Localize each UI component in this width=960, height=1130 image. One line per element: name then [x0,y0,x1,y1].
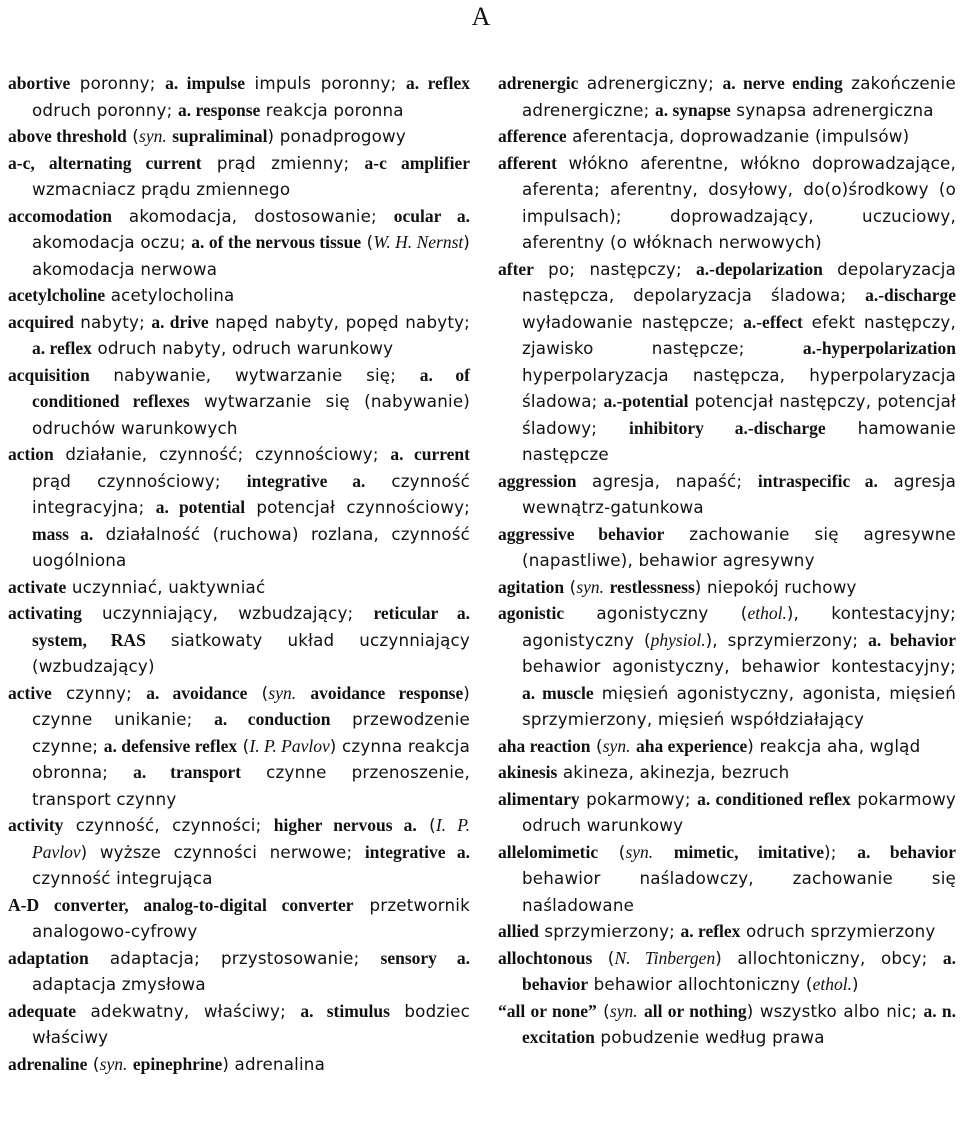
entry-term: a. stimulus [300,1000,390,1021]
entry-term: allelomimetic [498,841,599,862]
entry-text: hyperpolaryzacja następcza, hyperpolaryzacja śladowa; [522,364,956,411]
entry-text: wyładowanie następcze; [522,311,744,332]
entry-term: a-c amplifier [364,152,470,173]
entry-term: a. reflex [680,921,741,941]
entry-term: a.-effect [743,311,803,332]
entry-text: nabywanie, wytwarzanie się; [89,364,420,385]
entry-term: “all or none” [498,1000,597,1021]
entry-term: alimentary [498,788,580,809]
entry-note: syn. [625,841,654,862]
entry-text: odruch nabyty, odruch warunkowy [91,338,394,358]
entry-term: epinephrine [132,1053,223,1074]
entry-text: ( [596,1000,610,1021]
entry-text: ) wyższe czynności nerwowe; [80,841,365,862]
entry-term: aha reaction [498,735,591,756]
right-column [498,70,956,1051]
entry-text: ) czynne unikanie; [32,682,470,729]
entry-note: syn. [602,735,631,756]
entry-term: a.-potential [603,391,689,411]
dictionary-entry [498,521,956,574]
dictionary-entry [8,574,470,601]
entry-term: adrenergic [498,73,579,93]
entry-term: a. response [177,99,261,120]
dictionary-entry [8,70,470,123]
entry-term: a. behavior [522,947,956,994]
entry-term: A-D converter, analog-to-digital converter [8,894,354,915]
entry-term: afferent [498,152,557,173]
entry-text: ) adrenalina [222,1053,325,1074]
dictionary-entry [8,282,470,309]
entry-text: ( [598,841,626,862]
entry-text: synapsa adrenergiczna [730,99,934,120]
entry-term: higher nervous a. [273,815,417,835]
entry-term: acetylcholine [8,285,106,305]
entry-text: potencjał następczy, potencjał śladowy; [522,391,956,438]
entry-term: a. n. excitation [522,1000,956,1047]
entry-text: aferentacja, doprowadzanie (impulsów) [566,126,910,146]
entry-text: behawior agonistyczny, behawior kontestacyjny; [522,656,956,676]
entry-text: hamowanie następcze [522,417,956,464]
entry-text: ) [851,974,859,994]
entry-text: uczynniający, wzbudzający; [81,603,374,623]
entry-text: czynność integrująca [32,868,213,888]
entry-term: a. transport [133,762,242,782]
entry-term: a. behavior [868,629,956,650]
entry-term: a. drive [151,311,209,332]
entry-text: agresja wewnątrz-gatunkowa [522,470,957,517]
dictionary-entry [8,203,470,283]
entry-term: a. current [390,444,470,464]
entry-text: zachowanie się agresywne (napastliwe), behawior agresywny [522,523,956,570]
entry-text: ( [564,576,577,597]
entry-text: odruch sprzymierzony [740,921,936,941]
entry-text: czynność integracyjna; [32,470,470,517]
entry-term: allochtonous [498,947,593,968]
left-column [8,70,470,1077]
dictionary-entry [8,680,470,813]
dictionary-entry [8,123,470,150]
entry-text: uczynniać, uaktywniać [66,576,266,597]
entry-term: a. conditioned reflex [697,788,851,809]
entry-text: ) akomodacja nerwowa [32,232,470,279]
entry-term: a.-discharge [865,285,956,305]
entry-text: ( [247,682,269,703]
entry-term: a. potential [155,497,246,517]
entry-text: agonistyczny ( [564,603,748,623]
entry-term: activate [8,576,67,597]
entry-text: ( [87,1053,100,1074]
entry-term: a.-hyperpolarization [802,338,956,358]
entry-text [296,683,310,703]
dictionary-entry [498,998,956,1051]
entry-text: akineza, akinezja, bezruch [557,762,790,782]
section-letter: A [471,2,491,31]
entry-text: ) allochtoniczny, obcy; [715,947,943,968]
entry-term: aha experience [635,735,748,756]
entry-text: wytwarzanie się (nabywanie) odruchów warunkowych [32,391,470,438]
entry-term: adequate [8,1000,77,1021]
entry-term: activity [8,815,64,835]
dictionary-entry [498,574,956,601]
entry-term: adrenaline [8,1053,88,1074]
entry-text: ) reakcja aha, wgląd [747,735,921,756]
entry-term: a. of conditioned reflexes [32,364,470,411]
entry-text: adaptacja; przystosowanie; [88,947,381,968]
entry-term: abortive [8,73,71,93]
dictionary-entry [8,892,470,945]
entry-term: ocular a. [393,205,470,226]
entry-term: a. impulse [165,73,245,93]
entry-text: behawior naśladowczy, zachowanie się naśladowane [522,868,956,915]
entry-term: agitation [498,576,565,597]
dictionary-entry [8,812,470,892]
entry-text: napęd nabyty, popęd nabyty; [208,311,470,332]
dictionary-entry [8,309,470,362]
entry-text: przewodzenie czynne; [32,709,471,756]
entry-note: syn. [139,126,167,146]
entry-term: inhibitory a.-discharge [629,417,826,438]
dictionary-entry [8,441,470,574]
entry-term: a. reflex [406,73,470,93]
dictionary-entry [498,256,956,468]
entry-term: adaptation [8,947,89,968]
entry-term: mass a. [32,523,94,544]
entry-text: pokarmowy odruch warunkowy [522,788,956,835]
dictionary-entry [498,600,956,733]
entry-text: sprzymierzony; [538,921,681,941]
entry-term: allied [498,921,539,941]
entry-text: siatkowaty układ uczynniający (wzbudzający) [32,629,470,676]
dictionary-entry [498,733,956,760]
dictionary-entry [498,918,956,945]
entry-text: działanie, czynność; czynnościowy; [53,444,391,464]
entry-term: intraspecific a. [757,470,878,491]
entry-text: behawior allochtoniczny ( [588,974,813,994]
dictionary-entry [498,945,956,998]
dictionary-entry [498,759,956,786]
entry-term: reticular a. system, RAS [32,603,470,650]
entry-note: syn. [268,682,297,703]
entry-text: akomodacja oczu; [32,232,192,252]
entry-term: a. muscle [522,682,594,703]
entry-text: ( [237,735,250,756]
entry-text: bodziec właściwy [32,1000,471,1047]
entry-text: efekt następczy, zjawisko następcze; [522,311,956,358]
dictionary-entry [8,945,470,998]
entry-term: aggression [498,470,577,491]
entry-note: N. Tinbergen [614,947,716,968]
entry-text: czynność, czynności; [63,815,274,835]
entry-text: adekwatny, właściwy; [76,1000,301,1021]
entry-note: syn. [576,576,605,597]
entry-text: adrenergiczny; [578,73,723,93]
entry-text [653,842,674,862]
entry-note: W. H. Nernst [373,232,464,252]
entry-text: ) ponadprogowy [267,126,406,146]
entry-term: accomodation [8,205,113,226]
entry-text: mięsień agonistyczny, agonista, mięsień sprzymierzony, mięsień współdziałający [522,682,956,729]
dictionary-entry [498,123,956,150]
entry-note: ethol. [747,603,787,623]
dictionary-entry [8,362,470,442]
dictionary-entry [498,468,956,521]
dictionary-entry [8,150,470,203]
entry-term: integrative a. [246,470,366,491]
entry-text: reakcja poronna [260,99,404,120]
entry-text: pobudzenie według prawa [594,1027,825,1047]
entry-text: zakończenie adrenergiczne; [522,73,956,120]
entry-term: akinesis [498,762,558,782]
entry-term: avoidance response [310,682,464,703]
entry-term: a. of the nervous tissue [191,232,362,252]
entry-text: ), kontestacyjny; agonistyczny ( [522,603,956,650]
dictionary-entry [8,600,470,680]
entry-term: after [498,258,534,279]
entry-text: wzmacniacz prądu zmiennego [32,179,291,199]
entry-term: supraliminal [172,126,268,146]
entry-term: a. conduction [214,709,331,729]
entry-note: I. P. Pavlov [249,735,330,756]
entry-term: acquired [8,311,74,332]
dictionary-entry [498,839,956,919]
dictionary-entry [498,70,956,123]
entry-term: mimetic, imitative [673,841,825,862]
entry-term: agonistic [498,603,565,623]
entry-text: ( [590,735,603,756]
entry-term: a. behavior [857,841,956,862]
dictionary-entry [8,1051,470,1078]
entry-text: przetwornik analogowo-cyfrowy [32,894,471,941]
entry-term: restlessness [609,576,695,597]
entry-note: physiol. [650,629,706,650]
entry-text: poronny; [70,73,166,93]
entry-term: acquisition [8,364,90,385]
entry-text: pokarmowy; [579,788,698,809]
entry-text: ) wszystko albo nic; [746,1000,924,1021]
entry-text: ) czynna reakcja obronna; [32,735,470,782]
entry-note: ethol. [812,974,852,994]
dictionary-entry [498,150,956,256]
entry-text: ); [824,841,858,862]
entry-text: ), sprzymierzony; [705,629,869,650]
entry-text: nabyty; [73,311,152,332]
entry-text: impuls poronny; [245,73,407,93]
entry-text: ( [126,126,140,146]
entry-text: potencjał czynnościowy; [245,497,470,517]
entry-text: czynny; [51,682,147,703]
entry-note: syn. [99,1053,128,1074]
entry-text: działalność (ruchowa) rozlana, czynność uogólniona [32,523,470,570]
entry-term: a-c, alternating current [8,152,202,173]
entry-term: sensory a. [380,947,471,968]
entry-term: active [8,682,52,703]
entry-text: czynne przenoszenie, transport czynny [32,762,470,809]
entry-term: a. synapse [654,99,731,120]
entry-text: prąd czynnościowy; [32,470,247,491]
entry-text: acetylocholina [105,285,235,305]
entry-text: adaptacja zmysłowa [32,974,206,994]
entry-term: activating [8,603,82,623]
entry-note: I. P. Pavlov [32,815,471,862]
entry-term: a. reflex [32,338,92,358]
entry-text: agresja, napaść; [576,470,758,491]
entry-text: ) niepokój ruchowy [694,576,857,597]
entry-term: above threshold [8,126,127,146]
entry-term: integrative a. [364,841,471,862]
entry-note: syn. [609,1000,638,1021]
entry-text: ( [416,815,436,835]
entry-text: odruch poronny; [32,99,178,120]
entry-text: ( [592,947,615,968]
entry-text: akomodacja, dostosowanie; [112,205,394,226]
entry-term: aggressive behavior [498,523,665,544]
dictionary-entry [498,786,956,839]
entry-term: a.-depolarization [696,258,823,279]
entry-text: depolaryzacja następcza, depolaryzacja śladowa; [522,258,957,305]
entry-term: a. avoidance [146,682,248,703]
entry-text: ( [361,232,374,252]
entry-term: afference [498,126,567,146]
entry-text: włókno aferentne, włókno doprowadzające, aferenta; aferentny, dosyłowy, do(o)środkowy (o impulsach); doprowadzający, uczuciowy, aferentny (o włóknach nerwowych) [522,152,956,252]
entry-text: prąd zmienny; [201,152,365,173]
entry-term: a. defensive reflex [103,735,238,756]
entry-term: a. nerve ending [722,73,843,93]
entry-text: po; następczy; [533,258,697,279]
entry-term: action [8,444,54,464]
dictionary-entry [8,998,470,1051]
entry-term: all or nothing [644,1000,747,1021]
